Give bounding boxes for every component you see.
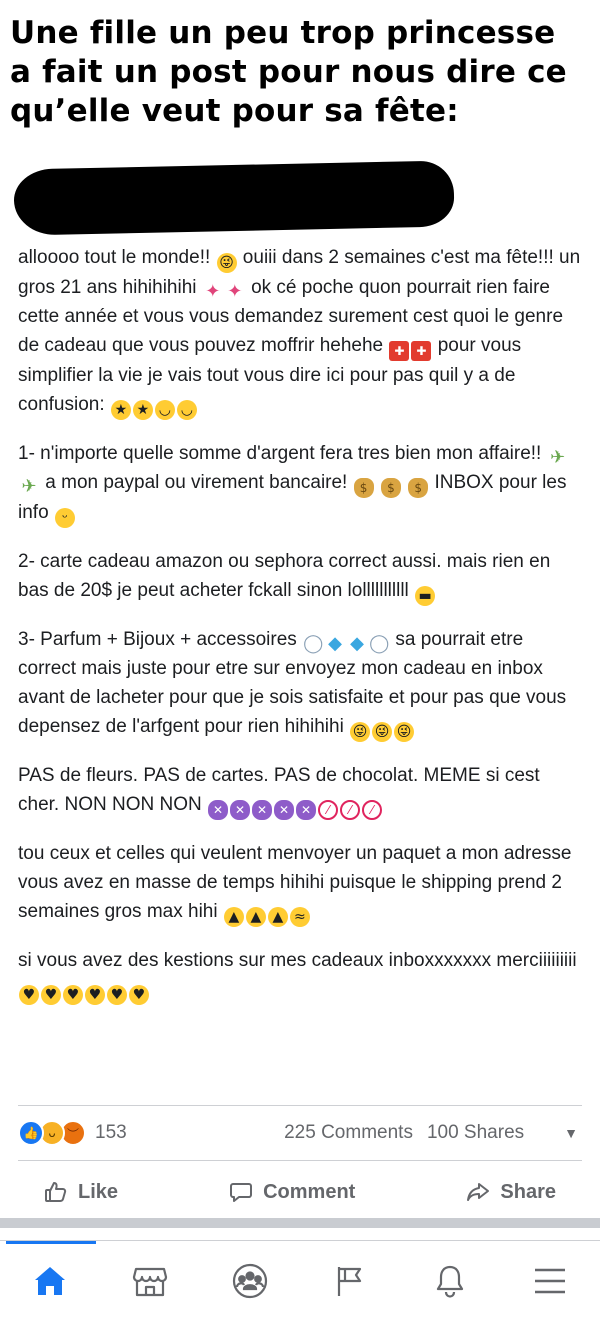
like-button[interactable] [18,1180,144,1204]
money-wings-emoji: ✈ [550,447,566,468]
smiling-face-emoji: ◡ [155,400,175,420]
party-popper-emoji: ✦ [227,281,243,302]
reaction-count[interactable]: 153 [95,1122,127,1143]
like-icon: 👍 [18,1120,44,1146]
post-text: tou ceux et celles qui veulent menvoyer un paquet a mon adresse vous avez en masse de temps hihihi puisque le shipping prend 2 semaines gros max hihi [18,843,572,922]
crazy-face-emoji: 😜 [217,253,237,273]
feed-separator [0,1218,600,1228]
woman-gesturing-no-emoji: ✕ [296,800,316,820]
post-text: a mon paypal ou virement bancaire! [40,472,353,493]
gem-emoji: ◆ [350,633,364,654]
post-actions [18,1172,582,1212]
party-popper-emoji: ✦ [205,281,221,302]
divider [18,1105,582,1106]
like-label: Like [78,1180,119,1203]
star-struck-emoji: ★ [133,400,153,420]
woman-gesturing-no-emoji: ✕ [230,800,250,820]
post-text: 1- n'importe quelle somme d'argent fera tres bien mon affaire!! [18,443,547,464]
prohibited-emoji: ⁄ [362,800,382,820]
money-bag-emoji: $ [381,478,401,498]
crazy-face-emoji: 😜 [372,722,392,742]
redacted-author-name [13,160,454,235]
reaction-icons[interactable] [18,1120,81,1146]
crazy-face-emoji: 😜 [394,722,414,742]
caption-line: qu’elle veut pour sa fête: [10,93,459,129]
share-icon [466,1180,490,1204]
post-text: 2- carte cadeau amazon ou sephora correct aussi. mais rien en bas de 20$ je peut acheter fckall sinon lolllllllllll [18,551,551,601]
kiss-face-emoji: ♥ [129,985,149,1005]
reaction-summary [18,1115,582,1151]
post-paragraph [18,946,583,1005]
kiss-face-emoji: ♥ [107,985,127,1005]
comment-icon [229,1180,253,1204]
post-text: PAS de fleurs. PAS de cartes. PAS de chocolat. MEME si cest cher. NON NON NON [18,765,540,815]
woman-gesturing-no-emoji: ✕ [208,800,228,820]
caption-line: Une fille un peu trop princesse [10,15,556,51]
kiss-face-emoji: ♥ [41,985,61,1005]
post-paragraph [18,439,583,528]
post-text: sa pourrait etre correct mais juste pour etre sur envoyez mon cadeau en inbox avant de lacheter pour que je sois satisfaite et pour pas que vous depensez de l'arfgent pour rien hihihihi [18,629,567,737]
prohibited-emoji: ⁄ [318,800,338,820]
woman-gesturing-no-emoji: ✕ [274,800,294,820]
post-paragraph [18,839,583,927]
active-tab-indicator [6,1241,96,1244]
partying-face-emoji: ▲ [246,907,266,927]
gift-emoji: ✚ [411,341,431,361]
post-paragraph [18,761,583,820]
tongue-face-emoji: ᵕ [55,508,75,528]
shares-count[interactable]: 100 Shares [426,1122,525,1143]
caret-down-icon[interactable]: ▼ [564,1125,578,1141]
ring-emoji: ◯ [303,633,324,654]
home-icon[interactable] [28,1259,72,1303]
partying-face-emoji: ▲ [224,907,244,927]
share-label: Share [500,1180,556,1203]
post-text: si vous avez des kestions sur mes cadeaux inboxxxxxxx merciiiiiiiii [18,950,577,971]
sunglasses-face-emoji: ▬ [415,586,435,606]
money-bag-emoji: $ [354,478,374,498]
marketplace-icon[interactable] [128,1259,172,1303]
kissing-face-emoji: ◡ [177,400,197,420]
post-body [18,243,583,1024]
partying-face-emoji: ▲ [268,907,288,927]
gift-emoji: ✚ [389,341,409,361]
post-text: pour vous simplifier la vie je vais tout vous dire ici pour pas quil y a de confusion: [18,335,522,415]
money-bag-emoji: $ [408,478,428,498]
confounded-face-emoji: ≈ [290,907,310,927]
woman-gesturing-no-emoji: ✕ [252,800,272,820]
post-text: INBOX pour les info [18,472,567,523]
ring-emoji: ◯ [369,633,390,654]
comment-label: Comment [263,1180,356,1203]
comment-button[interactable] [203,1180,381,1204]
groups-icon[interactable] [228,1259,272,1303]
post-paragraph [18,243,583,420]
post-text: alloooo tout le monde!! [18,247,216,268]
star-struck-emoji: ★ [111,400,131,420]
comments-count[interactable]: 225 Comments [284,1122,413,1143]
angry-icon: ︶ [60,1120,86,1146]
caption-line: a fait un post pour nous dire ce [10,54,567,90]
money-wings-emoji: ✈ [21,476,37,497]
gem-emoji: ◆ [328,633,342,654]
prohibited-emoji: ⁄ [340,800,360,820]
haha-icon: ᴗ [39,1120,65,1146]
share-button[interactable] [440,1180,582,1204]
pages-flag-icon[interactable] [328,1259,372,1303]
divider [18,1160,582,1161]
post-text: ok cé poche quon pourrait rien faire cette année et vous vous demandez surement cest quoi le genre de cadeau que vous pouvez moffrir hehehe [18,277,564,356]
kiss-face-emoji: ♥ [85,985,105,1005]
post-paragraph [18,547,583,606]
kiss-face-emoji: ♥ [19,985,39,1005]
post-text: 3- Parfum + Bijoux + accessoires [18,629,303,650]
menu-icon[interactable] [528,1259,572,1303]
meme-caption [10,14,595,131]
post-text: ouiii dans 2 semaines c'est ma fête!!! un gros 21 ans hihihihihi [18,247,581,298]
thumbs-up-icon [44,1180,68,1204]
crazy-face-emoji: 😜 [350,722,370,742]
notifications-bell-icon[interactable] [428,1259,472,1303]
bottom-navigation [0,1240,600,1331]
kiss-face-emoji: ♥ [63,985,83,1005]
post-paragraph [18,625,583,742]
